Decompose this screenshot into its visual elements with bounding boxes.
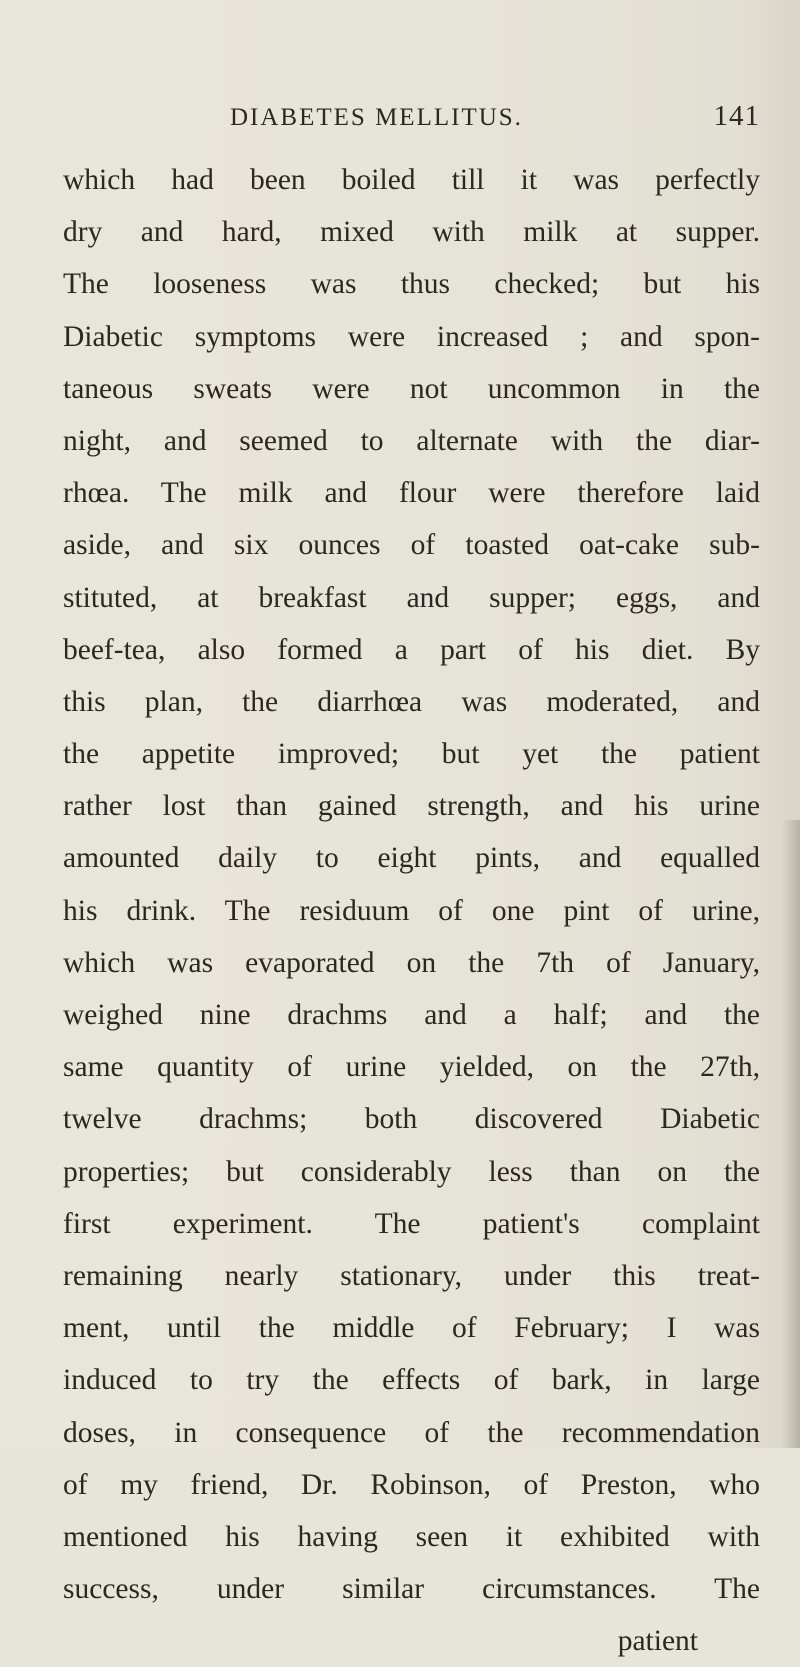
text-line: aside, and six ounces of toasted oat-cake sub- [63,529,760,562]
text-line: induced to try the effects of bark, in large [63,1364,760,1397]
text-line: ment, until the middle of February; I was [63,1312,760,1345]
text-line: the appetite improved; but yet the patient [63,738,760,771]
text-line: first experiment. The patient's complaint [63,1207,760,1240]
text-line: The looseness was thus checked; but his [63,268,760,301]
text-line: dry and hard, mixed with milk at supper. [63,216,760,249]
running-head-title: DIABETES MELLITUS. [230,104,523,131]
text-line: mentioned his having seen it exhibited with [63,1520,760,1553]
text-line: night, and seemed to alternate with the diar- [63,424,760,457]
text-line: same quantity of urine yielded, on the 27th, [63,1051,760,1084]
text-line: remaining nearly stationary, under this treat- [63,1259,760,1292]
text-line: properties; but considerably less than on the [63,1155,760,1188]
text-line: weighed nine drachms and a half; and the [63,999,760,1031]
text-line: doses, in consequence of the recommendation [63,1416,760,1449]
text-line: Diabetic symptoms were increased ; and spon- [63,320,760,353]
text-line: rhœa. The milk and flour were therefore laid [63,477,760,510]
page-number: 141 [713,100,760,132]
running-head [230,100,760,138]
text-line: of my friend, Dr. Robinson, of Preston, who [63,1468,760,1501]
text-line: this plan, the diarrhœa was moderated, and [63,685,760,718]
text-line: taneous sweats were not uncommon in the [63,372,760,405]
text-line: success, under similar circumstances. The [63,1573,760,1606]
text-line: which was evaporated on the 7th of January, [63,946,760,979]
text-line: beef-tea, also formed a part of his diet. By [63,633,760,666]
text-line: amounted daily to eight pints, and equalled [63,842,760,875]
catchword: patient [617,1625,698,1658]
page-edge-shadow [782,820,800,1448]
text-line: rather lost than gained strength, and his urine [63,790,760,823]
text-line: twelve drachms; both discovered Diabetic [63,1103,760,1136]
text-line: his drink. The residuum of one pint of urine, [63,894,760,927]
body-text [63,154,760,1667]
text-line: which had been boiled till it was perfectly [63,164,760,196]
text-line: stituted, at breakfast and supper; eggs, and [63,581,760,614]
